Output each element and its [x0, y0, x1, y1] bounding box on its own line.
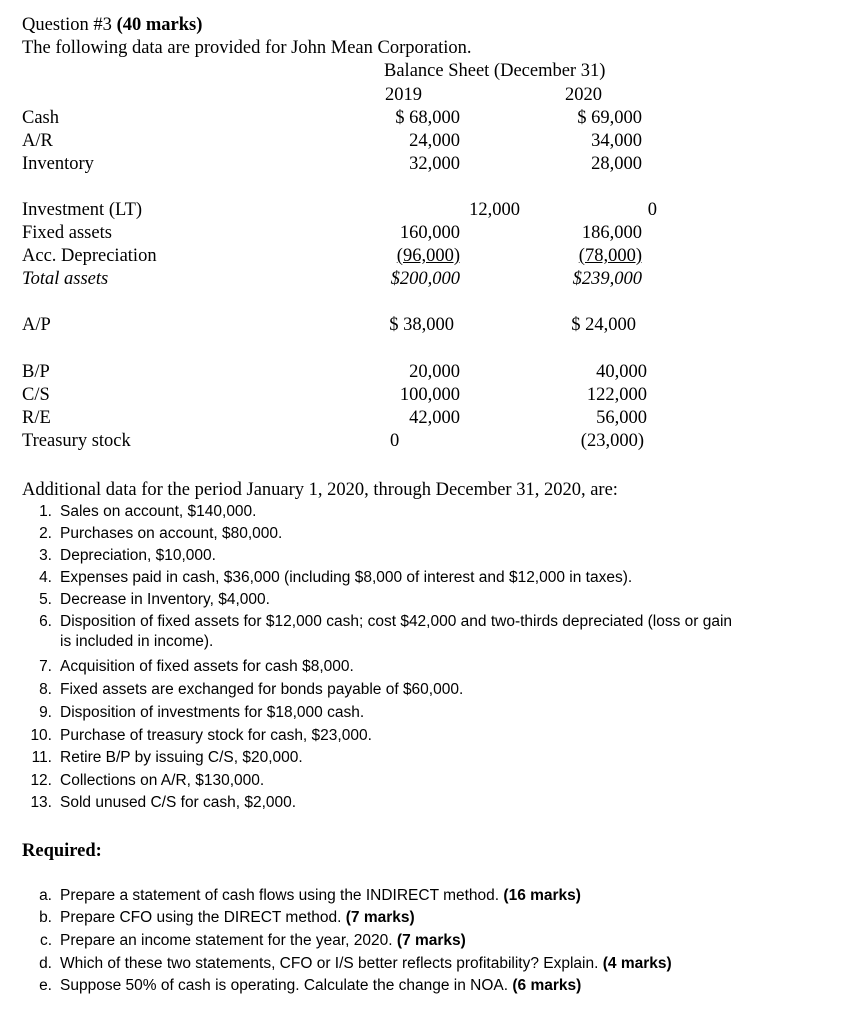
- required-heading: Required:: [22, 841, 102, 861]
- value-2019: 32,000: [409, 154, 460, 174]
- value-2019: $ 68,000: [395, 108, 460, 128]
- row-label: B/P: [22, 362, 50, 382]
- row-label: Fixed assets: [22, 223, 112, 243]
- year-2019-header: 2019: [385, 85, 422, 105]
- row-label: A/R: [22, 131, 53, 151]
- row-label: C/S: [22, 385, 50, 405]
- row-label: R/E: [22, 408, 51, 428]
- question-marks: (40 marks): [116, 15, 203, 35]
- row-label: Inventory: [22, 154, 94, 174]
- row-label: Cash: [22, 108, 59, 128]
- question-intro: The following data are provided for John Mean Corporation.: [22, 38, 472, 58]
- year-2020-header: 2020: [565, 85, 602, 105]
- value-2019: 20,000: [409, 362, 460, 382]
- row-label: A/P: [22, 315, 51, 335]
- additional-data-heading: Additional data for the period January 1, 2020, through December 31, 2020, are:: [22, 480, 618, 500]
- row-label: Total assets: [22, 269, 109, 289]
- value-2019: $200,000: [390, 269, 460, 289]
- balance-sheet-heading: Balance Sheet (December 31): [384, 61, 606, 81]
- value-2019: 24,000: [409, 131, 460, 151]
- value-2020: 0: [647, 200, 657, 220]
- value-2020: 122,000: [586, 385, 647, 405]
- value-2019: $ 38,000: [389, 315, 454, 335]
- question-title: [22, 14, 202, 36]
- value-2019: (96,000): [396, 246, 460, 266]
- value-2020: (78,000): [578, 246, 642, 266]
- value-2020: $ 69,000: [577, 108, 642, 128]
- row-label: Acc. Depreciation: [22, 246, 157, 266]
- value-2020: 186,000: [581, 223, 642, 243]
- question-number: Question #3: [22, 15, 112, 35]
- value-2019: 12,000: [469, 200, 520, 220]
- value-2020: 40,000: [596, 362, 647, 382]
- additional-data-list: 1. Sales on account, $140,000. 2. Purchases on account, $80,000. 3. Depreciation, $10,000. 4. Expenses paid in cash, $36,000 (including $8,000 of interest and $12,000 in taxes). 5. Decrease in Inventory, $4,000. 6. Disposition of fixed assets for $12,000 cash; cost $42,000 and two-thirds depreciated (loss or gain is included in income). 7. Acquisition of fixed assets for cash $8,000. 8. Fixed assets are exchanged for bonds payable of $60,000. 9. Disposition of investments for $18,000 cash. 10. Purchase of treasury stock for cash, $23,000. 11. Retire B/P by issuing C/S, $20,000. 12. Collections on A/R, $130,000. 13. Sold unused C/S for cash, $2,000.: [30, 503, 733, 811]
- value-2019: 160,000: [399, 223, 460, 243]
- value-2019: 100,000: [399, 385, 460, 405]
- value-2019: 42,000: [409, 408, 460, 428]
- row-label: Investment (LT): [22, 200, 143, 220]
- value-2020: $239,000: [572, 269, 642, 289]
- value-2020: (23,000): [580, 431, 644, 451]
- value-2020: $ 24,000: [571, 315, 636, 335]
- required-list: a. Prepare a statement of cash flows using the INDIRECT method. (16 marks) b. Prepare CFO using the DIRECT method. (7 marks) c. Prepare an income statement for the year, 2020. (7 marks) d. Which of these two statements, CFO or I/S better reflects profitability? Explain. (4 marks) e. Suppose 50% of cash is operating. Calculate the change in NOA. (6 marks): [39, 887, 672, 994]
- value-2019: 0: [390, 431, 400, 451]
- row-label: Treasury stock: [22, 431, 131, 451]
- value-2020: 56,000: [596, 408, 647, 428]
- value-2020: 34,000: [591, 131, 642, 151]
- value-2020: 28,000: [591, 154, 642, 174]
